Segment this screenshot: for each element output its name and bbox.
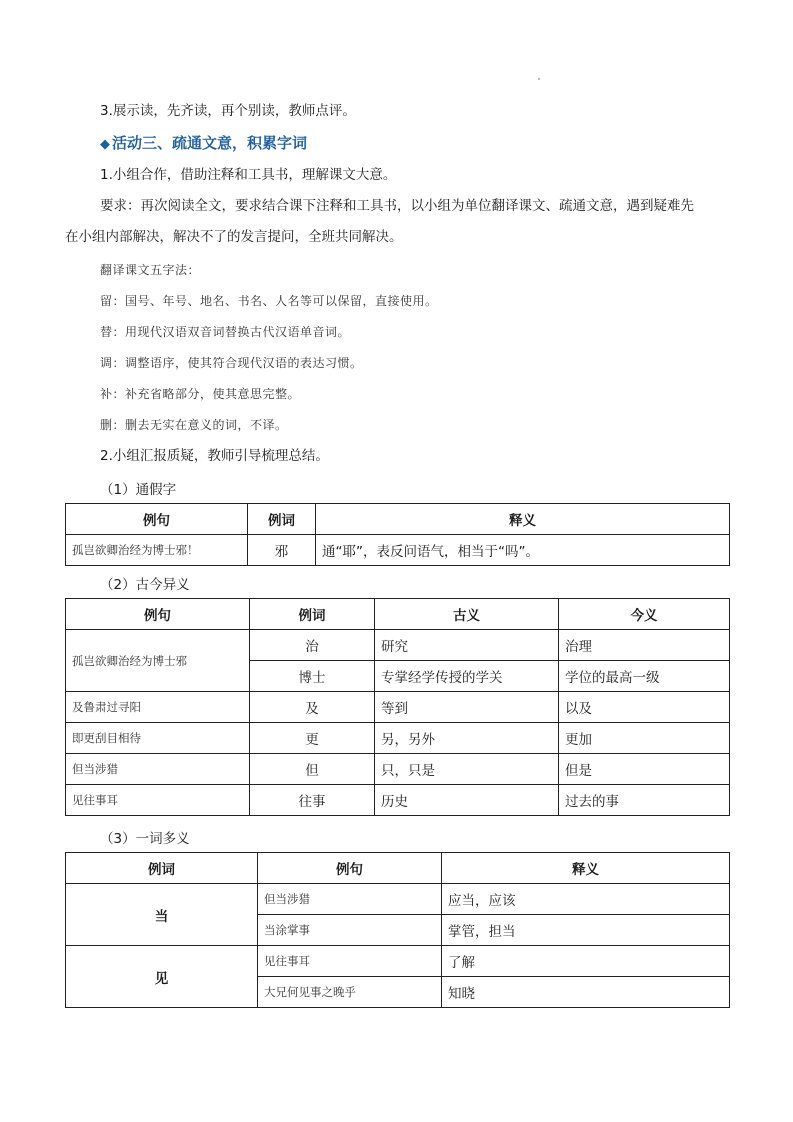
cell-ancient: 专掌经学传授的学关 — [375, 661, 559, 692]
cell-ancient: 只，只是 — [375, 754, 559, 785]
table-row — [66, 535, 730, 566]
activity-heading — [100, 133, 307, 155]
step-1-text: 1.小组合作，借助注释和工具书，理解课文大意。 — [100, 167, 397, 183]
scan-speck — [538, 78, 540, 80]
cell-modern: 治理 — [559, 630, 730, 661]
cell-modern: 以及 — [559, 692, 730, 723]
diamond-icon: ◆ — [100, 137, 110, 152]
cell-ancient: 等到 — [375, 692, 559, 723]
cell-meaning: 了解 — [442, 946, 730, 977]
cell-ancient: 研究 — [375, 630, 559, 661]
step-3-text: 3.展示读，先齐读，再个别读，教师点评。 — [100, 103, 356, 119]
cell-sentence: 大兄何见事之晚乎 — [258, 977, 442, 1008]
header-ancient-meaning: 古义 — [375, 599, 559, 630]
cell-sentence: 见往事耳 — [66, 785, 250, 816]
cell-modern: 更加 — [559, 723, 730, 754]
cell-word: 见 — [66, 946, 258, 1008]
table-header-row — [66, 504, 730, 535]
cell-meaning: 知晓 — [442, 977, 730, 1008]
method-title: 翻译课文五字法： — [100, 263, 201, 277]
cell-word: 但 — [250, 754, 375, 785]
header-word: 例词 — [66, 853, 258, 884]
table-header-row — [66, 599, 730, 630]
method-supplement: 补：补充省略部分，使其意思完整。 — [100, 387, 301, 401]
cell-ancient: 历史 — [375, 785, 559, 816]
cell-word: 更 — [250, 723, 375, 754]
header-meaning: 释义 — [316, 504, 730, 535]
header-meaning: 释义 — [442, 853, 730, 884]
method-keep: 留：国号、年号、地名、书名、人名等可以保留，直接使用。 — [100, 294, 438, 308]
table-row — [66, 723, 730, 754]
section-2-title: （2）古今异义 — [100, 577, 190, 593]
tongjiazi-table — [65, 503, 730, 566]
section-3-title: （3）一词多义 — [100, 831, 190, 847]
method-delete: 删：删去无实在意义的词，不译。 — [100, 418, 288, 432]
requirement-line-1: 要求：再次阅读全文，要求结合课下注释和工具书，以小组为单位翻译课文、疏通文意，遇到疑难先 — [100, 198, 694, 214]
header-sentence: 例句 — [258, 853, 442, 884]
cell-word: 当 — [66, 884, 258, 946]
table-header-row — [66, 853, 730, 884]
cell-sentence: 孤岂欲卿治经为博士邪 — [66, 630, 250, 692]
cell-modern: 过去的事 — [559, 785, 730, 816]
table-row — [66, 754, 730, 785]
method-adjust: 调：调整语序，使其符合现代汉语的表达习惯。 — [100, 356, 363, 370]
cell-meaning: 应当，应该 — [442, 884, 730, 915]
requirement-line-2: 在小组内部解决，解决不了的发言提问，全班共同解决。 — [65, 229, 403, 245]
table-row — [66, 884, 730, 915]
cell-sentence: 及鲁肃过寻阳 — [66, 692, 250, 723]
header-sentence: 例句 — [66, 599, 250, 630]
cell-modern: 但是 — [559, 754, 730, 785]
cell-word: 往事 — [250, 785, 375, 816]
header-modern-meaning: 今义 — [559, 599, 730, 630]
cell-modern: 学位的最高一级 — [559, 661, 730, 692]
cell-word: 及 — [250, 692, 375, 723]
cell-word: 治 — [250, 630, 375, 661]
yici-duoyi-table — [65, 852, 730, 1008]
step-2-text: 2.小组汇报质疑，教师引导梳理总结。 — [100, 448, 329, 464]
cell-sentence: 但当涉猎 — [258, 884, 442, 915]
cell-ancient: 另，另外 — [375, 723, 559, 754]
activity-heading-text: 活动三、疏通文意，积累字词 — [112, 134, 308, 152]
header-word: 例词 — [250, 599, 375, 630]
cell-sentence: 见往事耳 — [258, 946, 442, 977]
cell-sentence: 孤岂欲卿治经为博士邪！ — [66, 535, 248, 566]
cell-meaning: 通“耶”，表反问语气，相当于“吗”。 — [316, 535, 730, 566]
cell-sentence: 但当涉猎 — [66, 754, 250, 785]
method-replace: 替：用现代汉语双音词替换古代汉语单音词。 — [100, 325, 351, 339]
table-row — [66, 785, 730, 816]
cell-sentence: 即更刮目相待 — [66, 723, 250, 754]
cell-word: 邪 — [248, 535, 316, 566]
cell-sentence: 当涂掌事 — [258, 915, 442, 946]
header-sentence: 例句 — [66, 504, 248, 535]
table-row — [66, 692, 730, 723]
gujin-yiyi-table — [65, 598, 730, 816]
section-1-title: （1）通假字 — [100, 482, 177, 498]
header-word: 例词 — [248, 504, 316, 535]
cell-meaning: 掌管，担当 — [442, 915, 730, 946]
table-row — [66, 946, 730, 977]
cell-word: 博士 — [250, 661, 375, 692]
table-row — [66, 630, 730, 661]
